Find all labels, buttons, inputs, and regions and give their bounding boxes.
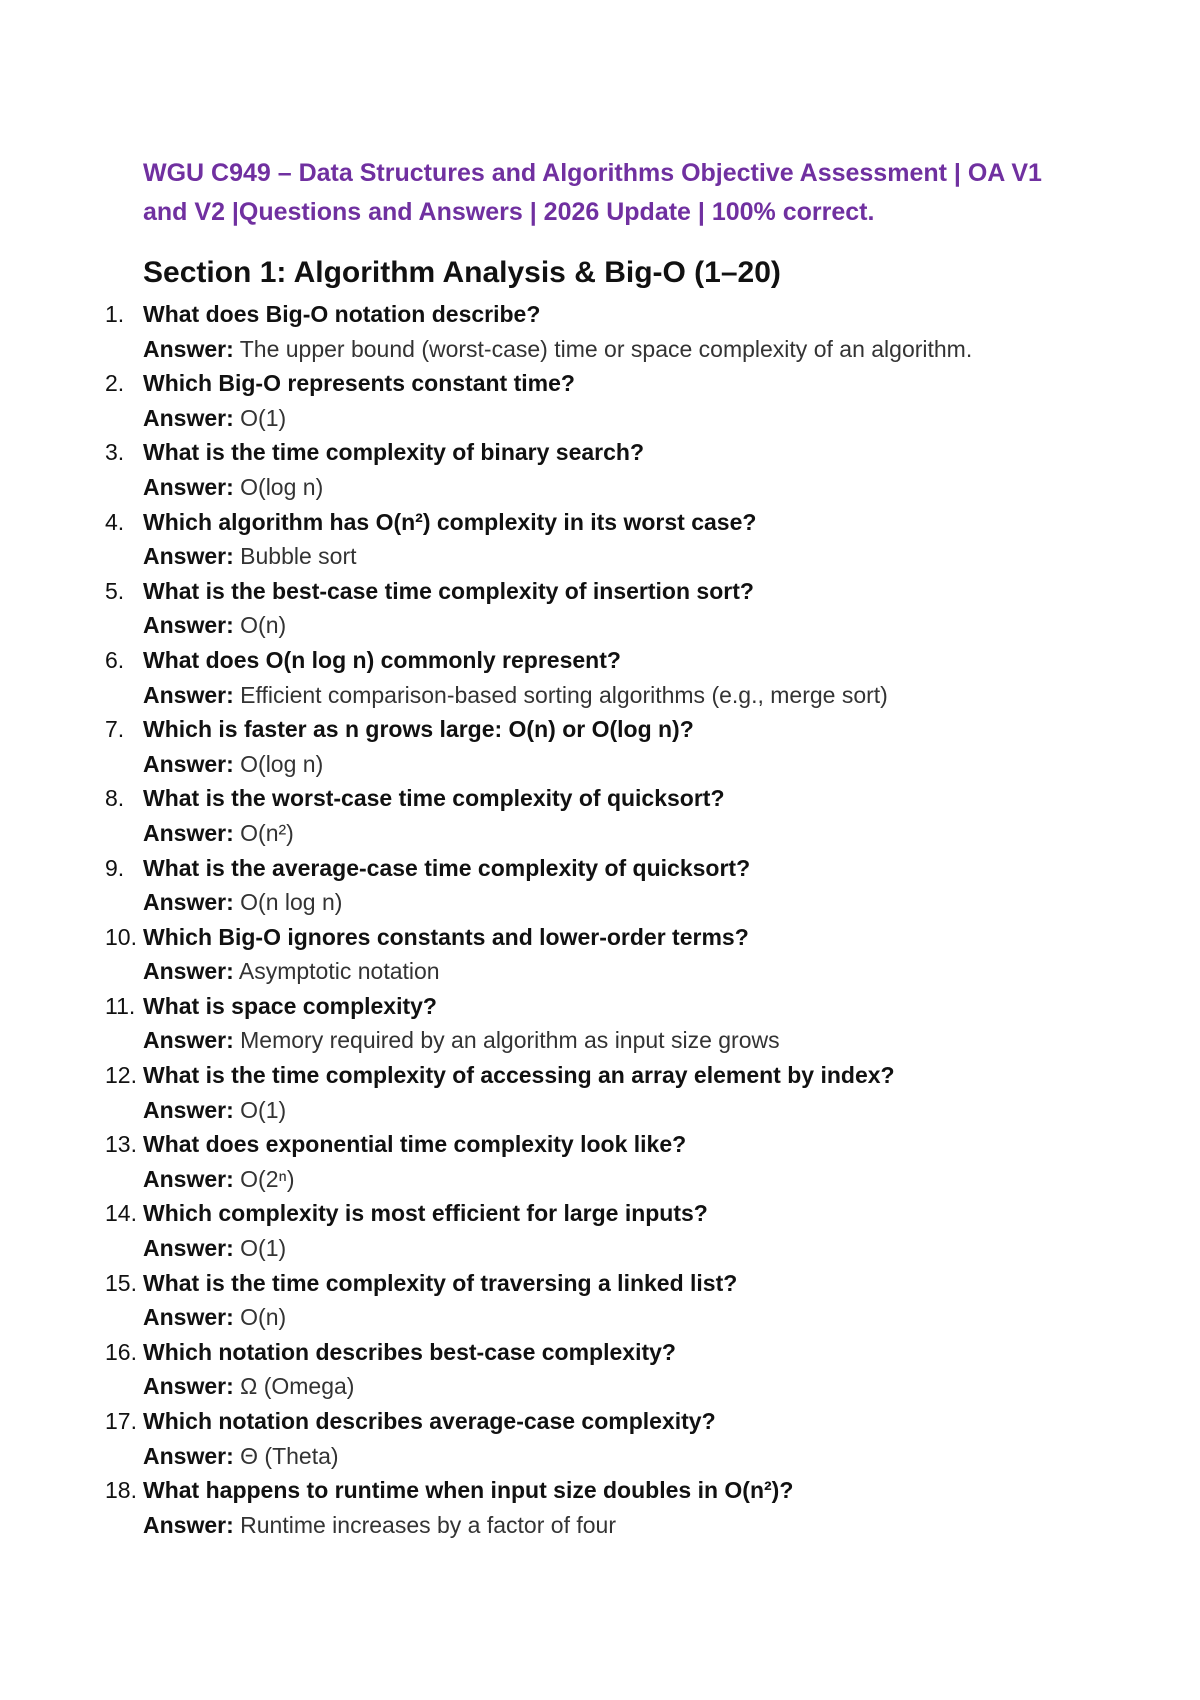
answer-row: [143, 608, 286, 643]
question-number: 15.: [105, 1269, 137, 1296]
answer-text: The upper bound (worst-case) time or space complexity of an algorithm.: [239, 335, 973, 362]
answer-label: Answer:: [143, 1442, 234, 1469]
answer-row: [143, 470, 323, 505]
question-text: What is the time complexity of traversing a linked list?: [143, 1269, 738, 1296]
answer-text: O(n²): [240, 819, 294, 846]
answer-text: Ω (Omega): [240, 1373, 355, 1400]
question-text: What does exponential time complexity look like?: [143, 1131, 687, 1158]
question-item: [0, 574, 1200, 643]
answer-label: Answer:: [143, 681, 234, 708]
question-number: 12.: [105, 1062, 137, 1089]
answer-row: [143, 1093, 286, 1128]
answer-label: Answer:: [143, 889, 234, 916]
answer-label: Answer:: [143, 1304, 234, 1331]
answer-label: Answer:: [143, 1511, 234, 1538]
question-item: [0, 366, 1200, 435]
answer-label: Answer:: [143, 1235, 234, 1262]
answer-label: Answer:: [143, 819, 234, 846]
answer-row: [143, 332, 972, 367]
question-number: 5.: [105, 577, 125, 604]
question-item: [0, 920, 1200, 989]
answer-label: Answer:: [143, 958, 234, 985]
question-item: [0, 989, 1200, 1058]
section-heading: Section 1: Algorithm Analysis & Big-O (1–20): [143, 256, 781, 289]
answer-text: Efficient comparison-based sorting algorithms (e.g., merge sort): [240, 681, 888, 708]
answer-label: Answer:: [143, 1373, 234, 1400]
question-item: [0, 505, 1200, 574]
answer-text: O(log n): [240, 473, 324, 500]
answer-row: [143, 1369, 354, 1404]
question-text: Which Big-O represents constant time?: [143, 370, 575, 397]
question-number: 14.: [105, 1200, 137, 1227]
question-item: [0, 643, 1200, 712]
question-number: 3.: [105, 439, 125, 466]
answer-row: [143, 1231, 286, 1266]
question-item: [0, 851, 1200, 920]
answer-row: [143, 1300, 286, 1335]
question-item: [0, 1473, 1200, 1542]
answer-row: [143, 1023, 780, 1058]
answer-text: O(n): [240, 1304, 287, 1331]
question-item: [0, 1196, 1200, 1265]
answer-label: Answer:: [143, 473, 234, 500]
document-title: WGU C949 – Data Structures and Algorithms Objective Assessment | OA V1 and V2 |Questions and Answers | 2026 Update | 100% correct.: [143, 159, 1042, 226]
question-text: Which algorithm has O(n²) complexity in its worst case?: [143, 508, 757, 535]
answer-text: Memory required by an algorithm as input size grows: [240, 1027, 780, 1054]
question-text: Which notation describes average-case complexity?: [143, 1408, 716, 1434]
answer-text: O(1): [240, 404, 287, 431]
answer-text: Bubble sort: [240, 543, 357, 570]
question-text: What is the worst-case time complexity of quicksort?: [143, 785, 725, 812]
answer-label: Answer:: [143, 335, 234, 362]
question-text: What is the best-case time complexity of insertion sort?: [143, 577, 754, 604]
question-list: [0, 297, 1200, 1542]
question-text: Which complexity is most efficient for large inputs?: [143, 1200, 708, 1227]
question-text: Which notation describes best-case complexity?: [143, 1338, 676, 1365]
question-item: [0, 435, 1200, 504]
question-text: What is the time complexity of binary search?: [143, 439, 645, 466]
answer-text: O(n log n): [240, 889, 343, 916]
question-number: 9.: [105, 854, 125, 881]
question-number: 2.: [105, 370, 125, 397]
answer-row: [143, 678, 888, 713]
answer-text: O(1): [240, 1235, 287, 1262]
answer-row: [143, 816, 294, 851]
question-number: 8.: [105, 785, 125, 812]
question-item: [0, 1266, 1200, 1335]
question-text: What is the time complexity of accessing an array element by index?: [143, 1062, 895, 1089]
question-number: 10.: [105, 923, 137, 950]
question-text: What is space complexity?: [143, 992, 437, 1019]
answer-row: [143, 539, 357, 574]
question-item: [0, 781, 1200, 850]
answer-label: Answer:: [143, 1096, 234, 1123]
question-item: [0, 1335, 1200, 1404]
answer-label: Answer:: [143, 404, 234, 431]
question-number: 17.: [105, 1408, 137, 1434]
question-number: 6.: [105, 646, 125, 673]
answer-text: Θ (Theta): [240, 1442, 339, 1469]
question-item: [0, 297, 1200, 366]
answer-row: [143, 1439, 339, 1474]
question-item: [0, 712, 1200, 781]
answer-text: O(n): [240, 612, 287, 639]
question-number: 13.: [105, 1131, 137, 1158]
answer-label: Answer:: [143, 750, 234, 777]
answer-label: Answer:: [143, 1165, 234, 1192]
question-text: Which Big-O ignores constants and lower-order terms?: [143, 923, 749, 950]
answer-label: Answer:: [143, 612, 234, 639]
answer-text: Asymptotic notation: [238, 958, 440, 985]
question-text: What happens to runtime when input size doubles in O(n²)?: [143, 1477, 794, 1504]
answer-text: O(2ⁿ): [240, 1165, 295, 1192]
question-item: [0, 1127, 1200, 1196]
question-number: 7.: [105, 716, 125, 743]
answer-label: Answer:: [143, 1027, 234, 1054]
question-text: Which is faster as n grows large: O(n) or O(log n)?: [143, 716, 694, 743]
answer-row: [143, 885, 342, 920]
question-number: 4.: [105, 508, 125, 535]
answer-row: [143, 1162, 295, 1197]
question-item: [0, 1404, 1200, 1473]
answer-row: [143, 954, 440, 989]
answer-text: O(1): [240, 1096, 287, 1123]
question-text: What does O(n log n) commonly represent?: [143, 646, 621, 673]
answer-row: [143, 401, 286, 436]
question-item: [0, 1058, 1200, 1127]
question-number: 18.: [105, 1477, 137, 1504]
answer-row: [143, 1508, 616, 1543]
answer-text: O(log n): [240, 750, 324, 777]
answer-row: [143, 747, 323, 782]
answer-label: Answer:: [143, 543, 234, 570]
question-text: What is the average-case time complexity of quicksort?: [143, 854, 751, 881]
question-number: 16.: [105, 1338, 137, 1365]
question-number: 11.: [105, 992, 136, 1019]
question-text: What does Big-O notation describe?: [143, 301, 541, 327]
question-number: 1.: [105, 301, 125, 327]
answer-text: Runtime increases by a factor of four: [240, 1511, 616, 1538]
